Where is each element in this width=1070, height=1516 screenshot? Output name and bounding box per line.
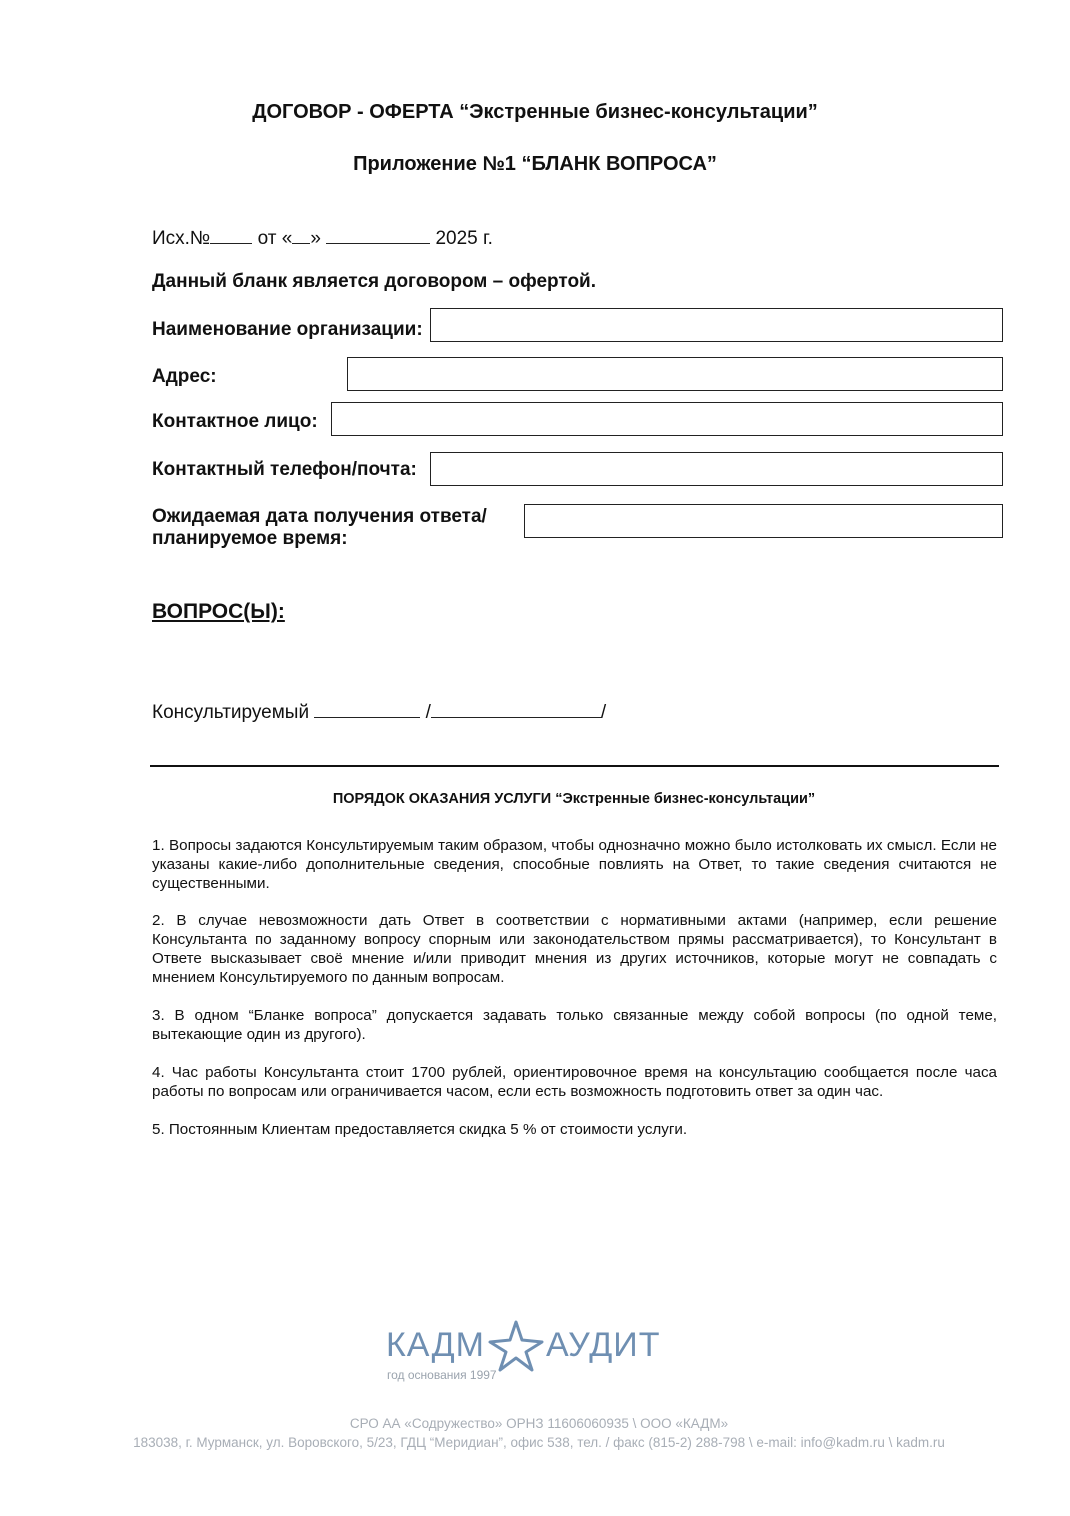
section-divider <box>150 765 999 767</box>
signature-slash-open: / <box>425 702 431 723</box>
logo-tagline: год основания 1997 <box>387 1368 497 1382</box>
logo-text-right: АУДИТ <box>546 1326 661 1364</box>
address-label: Адрес: <box>152 366 217 387</box>
signature-label: Консультируемый <box>152 702 310 723</box>
ref-close-quote: » <box>310 228 321 249</box>
logo-star-icon <box>486 1318 546 1374</box>
ref-year: 2025 г. <box>435 228 493 249</box>
phone-email-field[interactable] <box>430 452 1003 486</box>
expected-date-label <box>152 506 487 550</box>
ref-month-blank[interactable] <box>326 225 430 244</box>
phone-email-label: Контактный телефон/почта: <box>152 459 417 480</box>
expected-date-label-line2: планируемое время: <box>152 528 348 549</box>
organization-label: Наименование организации: <box>152 319 423 340</box>
signature-name-blank[interactable] <box>431 699 601 718</box>
procedure-item-3: 3. В одном “Бланке вопроса” допускается задавать только связанные между собой вопросы (по одной теме, вытекающие один из другого). <box>152 1007 997 1043</box>
questions-heading: ВОПРОС(Ы): <box>152 600 285 623</box>
contact-person-field[interactable] <box>331 402 1003 436</box>
expected-date-label-line1: Ожидаемая дата получения ответа/ <box>152 506 487 527</box>
ref-day-blank[interactable] <box>292 225 310 244</box>
reference-line <box>152 225 493 250</box>
contact-person-label: Контактное лицо: <box>152 411 318 432</box>
ref-prefix: Исх.№ <box>152 228 211 249</box>
signature-line <box>152 699 606 724</box>
footer-line-2: 183038, г. Мурманск, ул. Воровского, 5/23, ГДЦ “Меридиан”, офис 538, тел. / факс (815-2) 288-798 \ e-mail: info@kadm.ru \ kadm.ru <box>133 1435 945 1450</box>
procedure-item-5: 5. Постоянным Клиентам предоставляется скидка 5 % от стоимости услуги. <box>152 1121 688 1138</box>
signature-blank[interactable] <box>314 699 420 718</box>
offer-statement: Данный бланк является договором – офертой. <box>152 271 597 292</box>
company-logo <box>386 1326 696 1386</box>
procedure-item-1: 1. Вопросы задаются Консультируемым таким образом, чтобы однозначно можно было истолковать их смысл. Если не указаны какие-либо дополнительные сведения, способные повлиять на Ответ, то такие сведения считаются не существенными. <box>152 837 997 892</box>
footer-line-1: СРО АА «Содружество» ОРНЗ 11606060935 \ ООО «КАДМ» <box>349 1416 729 1431</box>
document-subtitle: Приложение №1 “БЛАНК ВОПРОСА” <box>353 153 717 175</box>
procedure-item-2: 2. В случае невозможности дать Ответ в соответствии с нормативными актами (например, если решение Консультанта по заданному вопросу спорным или законодательством прямы рассматривается), то Консультант в Ответе высказывает своё мнение и/или приводит мнения из других источников, которые могут не совпадать с мнением Консультируемого по данным вопросам. <box>152 912 997 986</box>
procedure-title: ПОРЯДОК ОКАЗАНИЯ УСЛУГИ “Экстренные бизнес-консультации” <box>332 791 816 807</box>
address-field[interactable] <box>347 357 1003 391</box>
expected-date-field[interactable] <box>524 504 1003 538</box>
document-title: ДОГОВОР - ОФЕРТА “Экстренные бизнес-консультации” <box>252 101 818 123</box>
organization-field[interactable] <box>430 308 1003 342</box>
logo-text-left: КАДМ <box>386 1326 485 1364</box>
procedure-item-4: 4. Час работы Консультанта стоит 1700 рублей, ориентировочное время на консультацию сообщается после часа работы по вопросам или ограничивается часом, если есть возможность подготовить ответ за один час. <box>152 1064 997 1100</box>
signature-slash-close: / <box>600 702 607 723</box>
ref-number-blank[interactable] <box>210 225 252 244</box>
ref-from: от « <box>257 228 293 249</box>
